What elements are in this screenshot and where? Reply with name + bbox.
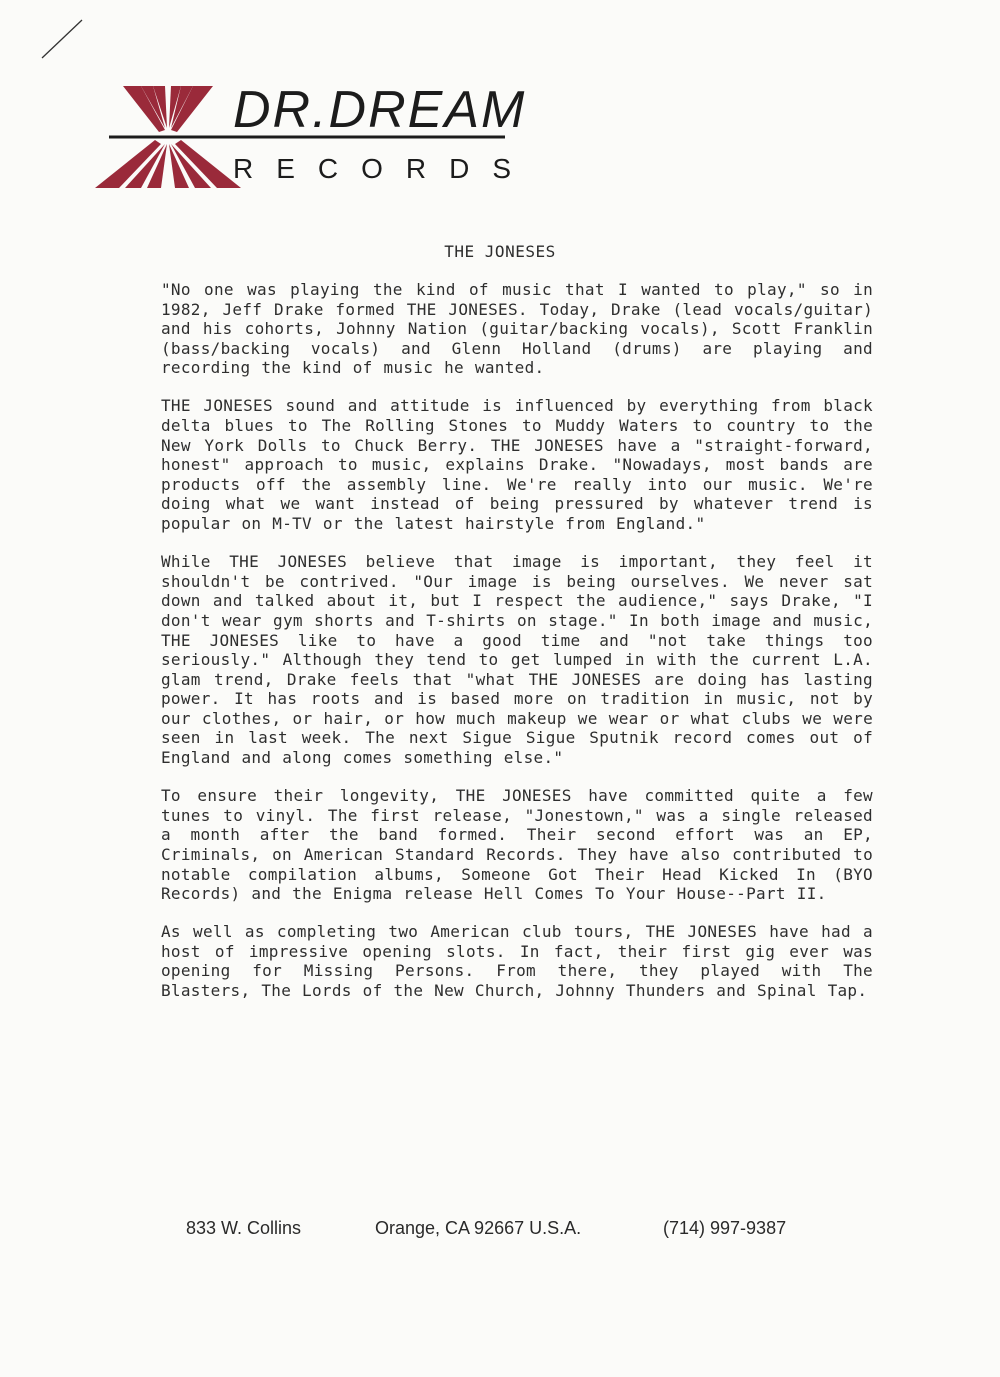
paragraph: As well as completing two American club tours, THE JONESES have had a host of impressive opening slots. In fact, their first gig ever was opening for Missing Persons. From there, they played with The Blasters, The Lords of the New Church, Johnny Thunders and Spinal Tap. [161, 922, 873, 1000]
logo-wordmark: DR.DREAM [233, 81, 527, 139]
paragraph: "No one was playing the kind of music that I wanted to play," so in 1982, Jeff Drake formed THE JONESES. Today, Drake (lead vocals/guitar) and his cohorts, Johnny Nation (guitar/backing vocals), Scott Franklin (bass/backing vocals) and Glenn Holland (drums) are playing and recording the kind of music he wanted. [161, 280, 873, 378]
footer-city-address: Orange, CA 92667 U.S.A. [375, 1218, 582, 1238]
paragraph: THE JONESES sound and attitude is influenced by everything from black delta blues to The Rolling Stones to Muddy Waters to country to the New York Dolls to Chuck Berry. THE JONESES have a "straight-forward, honest" approach to music, explains Drake. "Nowadays, most bands are products off the assembly line. We're really into our music. We're doing what we want instead of being pressured by whatever trend is popular on M-TV or the latest hairstyle from England." [161, 396, 873, 534]
document-body [161, 280, 873, 1019]
document-title: THE JONESES [444, 242, 556, 261]
paragraph: To ensure their longevity, THE JONESES have committed quite a few tunes to vinyl. The first release, "Jonestown," was a single released a month after the band formed. Their second effort was an EP, Criminals, on American Standard Records. They have also contributed to notable compilation albums, Someone Got Their Head Kicked In (BYO Records) and the Enigma release Hell Comes To Your House--Part II. [161, 786, 873, 904]
footer-phone: (714) 997-9387 [663, 1218, 787, 1238]
pen-stroke-mark [38, 18, 88, 63]
footer-street-address: 833 W. Collins [186, 1218, 302, 1238]
paragraph: While THE JONESES believe that image is important, they feel it shouldn't be contrived. "Our image is being ourselves. We never sat down and talked about it, but I respect the audience," says Drake, "I don't wear gym shorts and T-shirts on stage." In both image and music, THE JONESES like to have a good time and "not take things too seriously." Although they tend to get lumped in with the current L.A. glam trend, Drake feels that "what THE JONESES are doing has lasting power. It has roots and is based more on tradition in music, not by our clothes, or hair, or how much makeup we wear or what clubs we were seen in last week. The next Sigue Sigue Sputnik record comes out of England and along comes something else." [161, 552, 873, 768]
logo-subtitle: RECORDS [233, 153, 535, 184]
